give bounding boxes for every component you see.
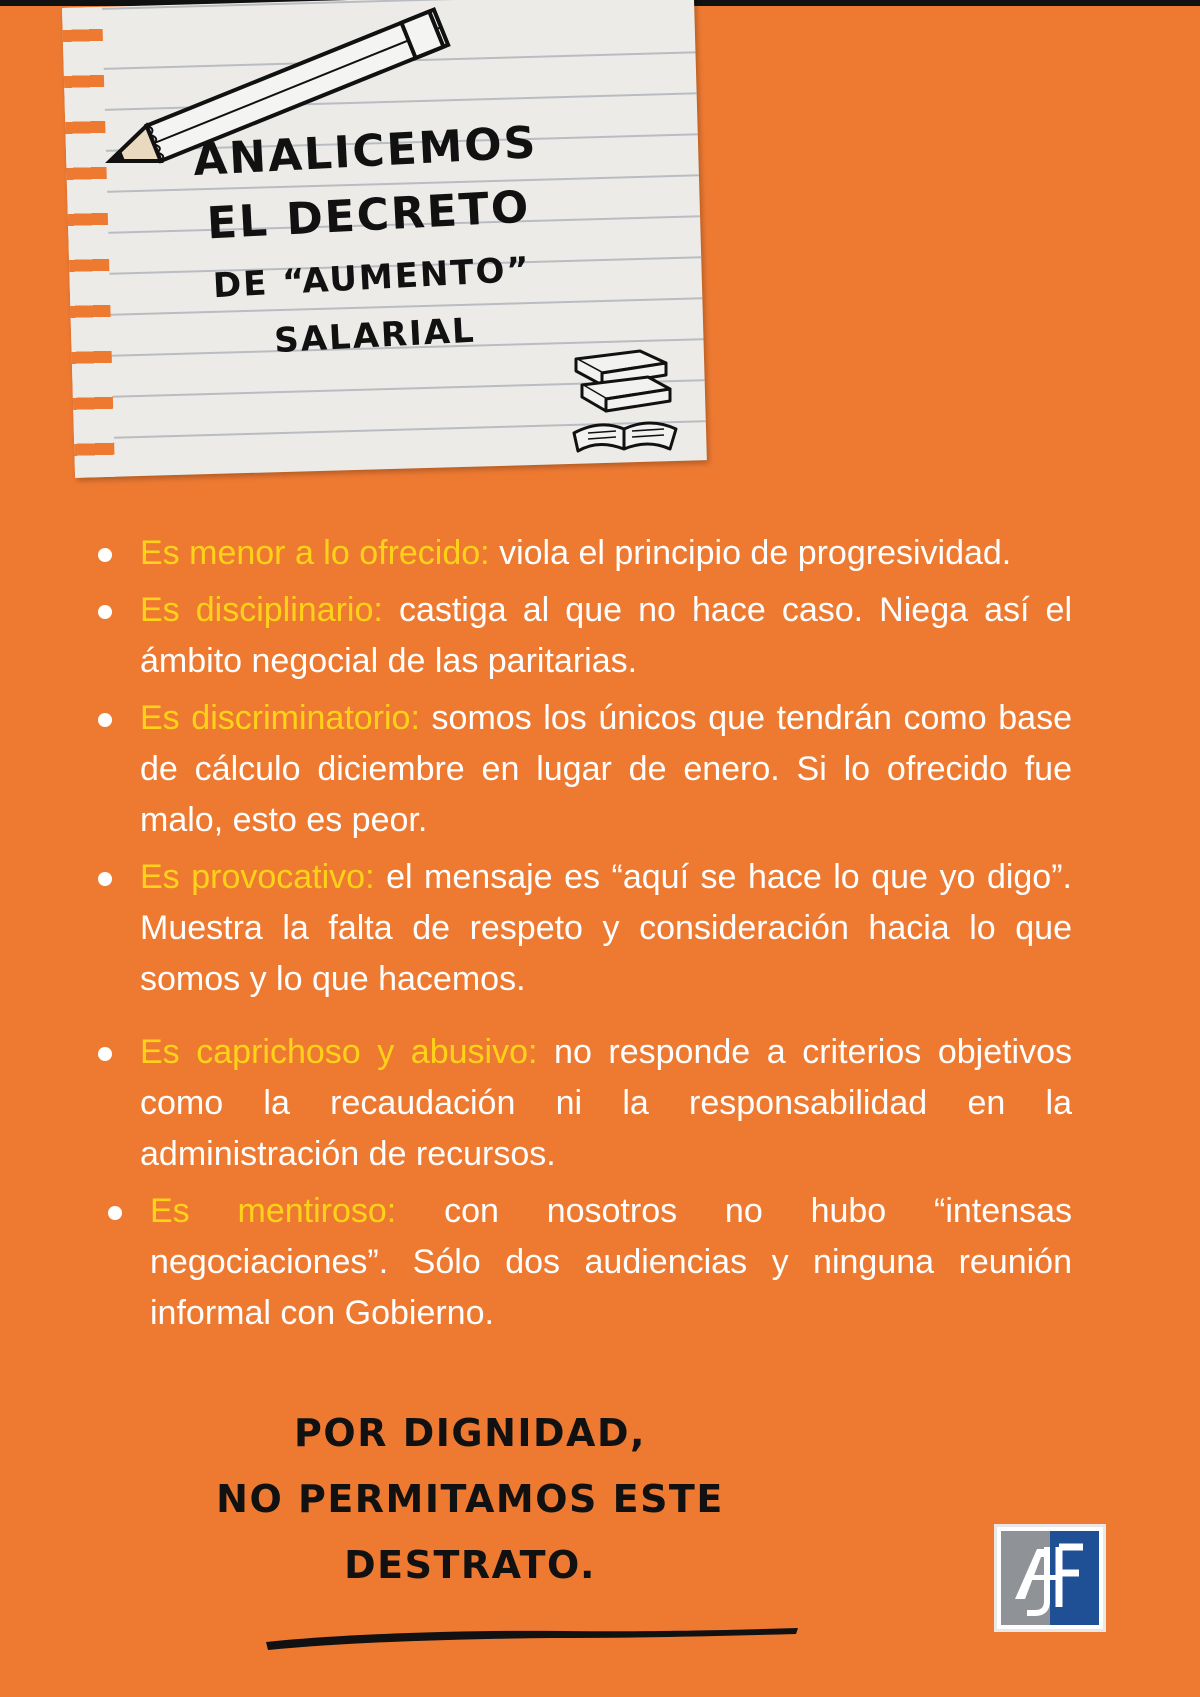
bullet-icon	[98, 548, 112, 562]
point-highlight: Es disciplinario:	[140, 591, 383, 629]
point-text: no responde a criterios objetivos como la recaudación ni la responsabilidad en la administración de recursos.	[140, 1033, 1073, 1173]
point-text: con nosotros no hubo “intensas negociaciones”. Sólo dos audiencias y ninguna reunión informal con Gobierno.	[150, 1192, 1072, 1332]
list-item	[102, 1186, 1072, 1339]
list-item	[92, 585, 1072, 687]
list-item	[92, 1027, 1072, 1180]
title-line: SALARIAL	[273, 310, 477, 362]
points-list	[92, 528, 1072, 1345]
point-text: el mensaje es “aquí se hace lo que yo digo”. Muestra la falta de respeto y consideración hacia lo que somos y lo que hacemos.	[140, 858, 1072, 998]
list-item	[92, 528, 1072, 579]
bullet-icon	[98, 872, 112, 886]
books-icon	[570, 345, 680, 460]
list-item	[92, 852, 1072, 1005]
brush-underline	[262, 1618, 802, 1652]
list-item	[92, 693, 1072, 846]
slogan-line: NO PERMITAMOS ESTE	[216, 1477, 724, 1521]
point-highlight: Es discriminatorio:	[140, 699, 420, 737]
closing-slogan	[170, 1400, 770, 1598]
point-text: somos los únicos que tendrán como base de cálculo diciembre en lugar de enero. Si lo ofrecido fue malo, esto es peor.	[140, 699, 1073, 839]
title-line: ANALICEMOS	[191, 117, 539, 187]
title-line: EL DECRETO	[205, 181, 532, 250]
slogan-line: DESTRATO.	[344, 1543, 596, 1587]
point-text: viola el principio de progresividad.	[499, 534, 1012, 572]
logo	[994, 1524, 1106, 1632]
bullet-icon	[98, 1047, 112, 1061]
bullet-icon	[108, 1206, 122, 1220]
point-highlight: Es provocativo:	[140, 858, 375, 896]
notepad-title	[134, 108, 606, 376]
point-highlight: Es caprichoso y abusivo:	[140, 1033, 538, 1071]
bullet-icon	[98, 713, 112, 727]
title-line: DE “AUMENTO”	[212, 249, 532, 307]
slogan-line: POR DIGNIDAD,	[294, 1411, 646, 1455]
bullet-icon	[98, 605, 112, 619]
logo-mark-icon	[997, 1527, 1103, 1629]
point-highlight: Es menor a lo ofrecido:	[140, 534, 490, 572]
point-highlight: Es mentiroso:	[150, 1192, 397, 1230]
point-text: castiga al que no hace caso. Niega así el ámbito negocial de las paritarias.	[140, 591, 1073, 680]
